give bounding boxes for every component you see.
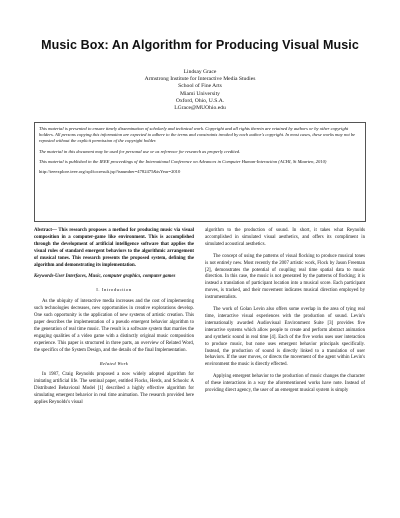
related-work-paragraph: In 1987, Craig Reynolds proposed a now widely adopted algorithm for imitating artificial life. The seminal paper, entitled Flocks, Herds, and Schools: A Distributed Behavioral Model [1] described a highly effective algorithm for simulating emergent behavior in real time animation. The research provided here applies Reynolds's visual <box>34 372 194 406</box>
body-paragraph-emergent: Applying emergent behavior to the production of music changes the character of these interactions in a way the aforementioned works have note. Instead of providing direct agency, the user of an emergent musical system is simply <box>205 374 365 394</box>
left-column <box>34 228 194 412</box>
notice-copyright: This material is presented to ensure timely dissemination of scholarly and technical work. Copyright and all rights therein are retained by authors or by other copyright holders. All persons copying this information are expected to adhere to the terms and constraints invoked by each author's copyright. In most cases, these works may not be reposted without the explicit permission of the copyright holder. <box>39 126 356 144</box>
notice-publication: This material is published in the IEEE proceedings of the International Conference on Advances in Computer Human-Interaction (ACHI, St Maarten, 2010) <box>39 158 327 164</box>
author-university: Miami University <box>180 90 220 97</box>
notice-url-link[interactable]: http://ieeexplore.ieee.org/xpl/tocresult.jsp?isnumber=4782475&isYear=2010 <box>39 169 181 175</box>
right-column <box>205 228 365 400</box>
copyright-notice-box <box>34 122 366 222</box>
author-block <box>0 69 400 112</box>
author-name: Lindsay Grace <box>183 69 217 75</box>
paper-title: Music Box: An Algorithm for Producing Visual Music <box>41 38 359 52</box>
keywords: Keywords-User Interfaces, Music, computer graphics, computer games <box>34 274 176 280</box>
abstract: Abstract— This research proposes a method for producing music via visual composition in a computer-game like environment. This is accomplished through the development of artificial intelligence software that applies the visual rules of standard emergent behaviors to the algorithmic arrangement of musical tones. This research presents the proposed system, defining the algorithm and demonstrating its implementation. <box>34 228 194 268</box>
author-email: LGrace@MUOhio.edu <box>174 105 226 112</box>
author-location: Oxford, Ohio, U.S.A. <box>175 97 225 104</box>
body-paragraph-flock: The concept of using the patterns of visual flocking to produce musical tones is not entirely new. Most recently the 2007 artistic work, Flock by Jason Freeman [2], demonstrates the potential of coupling real time spatial data to music direction. In this case, the music is not generated by the patterns of flocking; it is instead a translation of participant location into a musical score. Each participant moves, is tracked, and their movement indicates musical direction employed by instrumentalists. <box>205 253 365 301</box>
introduction-paragraph: As the ubiquity of interactive media increases and the cost of implementing such technologies decreases, new opportunities in creative explorations develop. One such opportunity is the application of new systems of artistic creation. This paper describes the implementation of a pseudo emergent behavior algorithm to the generation of real time music. The result is a software system that marries the engaging qualities of a video game with a distinctly original music composition experience. This paper is structured in three parts, an overview of Related Word, the specifics of the System Design, and the details of the final Implementation. <box>34 299 194 353</box>
author-school: School of Fine Arts <box>178 83 222 90</box>
body-paragraph-continued: algorithm to the production of sound. In short, it takes what Reynolds accomplished in simulated visual aesthetics, and offers its compliment in simulated acoustical aesthetics. <box>205 228 365 247</box>
section-heading-introduction: I. Introduction <box>96 287 132 293</box>
notice-usage: The material in this document may be used for personal use or as reference for research as properly credited. <box>39 148 241 154</box>
body-paragraph-levin: The work of Golan Levin also offers some overlap in the area of tying real time, interactive visual experiences with the production of sound. Levin's internationally awarded Audiovisual Environment Suite [3] provides five interactive systems which allow people to create and perform abstract animation and synthetic sound in real time [4]. Each of the five works uses user interaction to produce music, but none uses emergent behavior principals specifically. Instead, the production of sound is directly linked to a translation of user behaviors. If the user moves, or directs the movement of the agent within Levin's environment the music is directly effected. <box>205 307 365 368</box>
section-heading-related-work: Related Work <box>99 360 129 366</box>
author-affiliation: Armstrong Institute for Interactive Media Studies <box>144 76 256 83</box>
